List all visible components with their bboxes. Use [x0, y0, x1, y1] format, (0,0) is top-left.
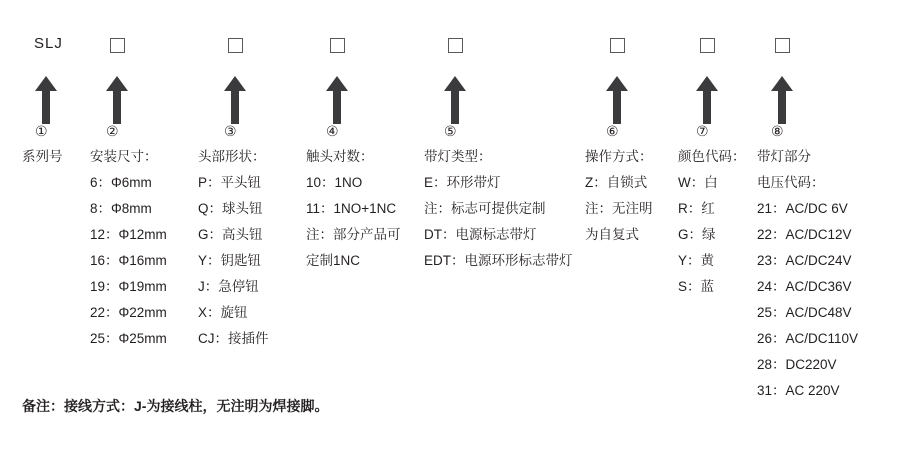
arrow-3	[224, 76, 246, 124]
column-4-body	[306, 170, 401, 274]
column-8-line-8: 28：DC220V	[757, 357, 837, 372]
column-3-body	[198, 170, 269, 352]
column-3-line-2: Q：球头钮	[198, 201, 263, 216]
column-5-line-3: DT：电源标志带灯	[424, 227, 537, 242]
column-7-body	[678, 170, 718, 300]
marker-6: ⑥	[606, 123, 619, 139]
marker-8: ⑧	[771, 123, 784, 139]
arrow-8	[771, 76, 793, 124]
column-8-line-9: 31：AC 220V	[757, 383, 840, 398]
arrow-7	[696, 76, 718, 124]
column-6-body	[585, 170, 653, 248]
column-6-line-1: Z：自锁式	[585, 175, 648, 190]
marker-7: ⑦	[696, 123, 709, 139]
column-4-line-3: 注：部分产品可	[306, 227, 401, 242]
column-2-line-7: 25：Φ25mm	[90, 331, 167, 346]
series-code-label: SLJ	[34, 35, 63, 52]
code-box-7	[700, 38, 715, 53]
column-7-line-5: S：蓝	[678, 279, 715, 294]
arrow-5	[444, 76, 466, 124]
column-4-heading: 触头对数：	[306, 149, 374, 164]
column-8-line-3: 22：AC/DC12V	[757, 227, 852, 242]
column-8-line-7: 26：AC/DC110V	[757, 331, 859, 346]
column-3-line-5: J：急停钮	[198, 279, 259, 294]
column-5-heading: 带灯类型：	[424, 149, 492, 164]
column-3-line-3: G：高头钮	[198, 227, 263, 242]
code-box-6	[610, 38, 625, 53]
column-3-line-4: Y：钥匙钮	[198, 253, 262, 268]
arrow-1	[35, 76, 57, 124]
column-3-line-7: CJ：接插件	[198, 331, 269, 346]
column-2-line-6: 22：Φ22mm	[90, 305, 167, 320]
column-2-line-2: 8：Φ8mm	[90, 201, 152, 216]
column-2-line-5: 19：Φ19mm	[90, 279, 167, 294]
column-5-line-4: EDT：电源环形标志带灯	[424, 253, 573, 268]
footnote: 备注：接线方式：J-为接线柱，无注明为焊接脚。	[22, 398, 329, 414]
column-6-line-2: 注：无注明	[585, 201, 653, 216]
column-8-line-5: 24：AC/DC36V	[757, 279, 852, 294]
column-7-heading: 颜色代码：	[678, 149, 746, 164]
column-5-body	[424, 170, 573, 274]
marker-5: ⑤	[444, 123, 457, 139]
marker-3: ③	[224, 123, 237, 139]
arrow-6	[606, 76, 628, 124]
code-box-2	[110, 38, 125, 53]
column-1-heading: 系列号	[22, 149, 63, 164]
marker-2: ②	[106, 123, 119, 139]
arrow-2	[106, 76, 128, 124]
column-8-line-6: 25：AC/DC48V	[757, 305, 852, 320]
column-7-line-4: Y：黄	[678, 253, 715, 268]
code-box-3	[228, 38, 243, 53]
column-8-heading: 带灯部分	[757, 149, 811, 164]
column-6-heading: 操作方式：	[585, 149, 653, 164]
column-4-line-2: 11：1NO+1NC	[306, 201, 397, 216]
column-2-line-4: 16：Φ16mm	[90, 253, 167, 268]
column-3-line-1: P：平头钮	[198, 175, 262, 190]
code-box-5	[448, 38, 463, 53]
column-2-line-1: 6：Φ6mm	[90, 175, 152, 190]
column-8-body	[757, 170, 858, 404]
column-8-line-1: 电压代码：	[757, 175, 825, 190]
code-box-8	[775, 38, 790, 53]
marker-4: ④	[326, 123, 339, 139]
column-2-body	[90, 170, 167, 352]
column-4-line-4: 定制1NC	[306, 253, 361, 268]
column-6-line-3: 为自复式	[585, 227, 639, 242]
column-7-line-3: G：绿	[678, 227, 716, 242]
column-4-line-1: 10：1NO	[306, 175, 363, 190]
column-2-line-3: 12：Φ12mm	[90, 227, 167, 242]
column-3-line-6: X：旋钮	[198, 305, 248, 320]
column-7-line-1: W：白	[678, 175, 718, 190]
column-5-line-2: 注：标志可提供定制	[424, 201, 546, 216]
column-8-line-2: 21：AC/DC 6V	[757, 201, 848, 216]
marker-1: ①	[35, 123, 48, 139]
column-2-heading: 安装尺寸：	[90, 149, 158, 164]
code-box-4	[330, 38, 345, 53]
column-7-line-2: R：红	[678, 201, 715, 216]
column-5-line-1: E：环形带灯	[424, 175, 501, 190]
arrow-4	[326, 76, 348, 124]
column-8-line-4: 23：AC/DC24V	[757, 253, 852, 268]
column-3-heading: 头部形状：	[198, 149, 266, 164]
